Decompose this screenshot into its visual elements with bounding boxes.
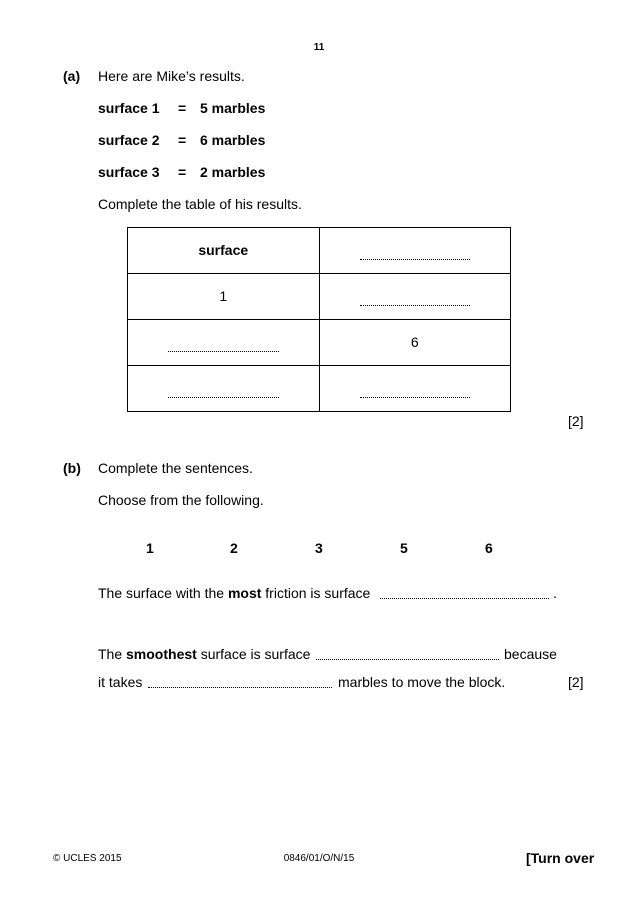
- option-3: 3: [315, 540, 323, 556]
- table-value: 1: [219, 288, 228, 304]
- table-row: [128, 274, 511, 320]
- part-a-intro: Here are Mike’s results.: [98, 68, 245, 84]
- table-header-surface: surface: [198, 242, 249, 258]
- part-a-instruction: Complete the table of his results.: [98, 196, 302, 212]
- part-b-label: (b): [63, 460, 81, 476]
- part-a-marks: [2]: [568, 413, 584, 429]
- results-table: [127, 227, 511, 412]
- table-value: 6: [410, 334, 419, 350]
- sentence-2: [98, 646, 310, 662]
- answer-line[interactable]: [360, 259, 471, 260]
- result-value: 2 marbles: [200, 164, 266, 180]
- sentence-period: .: [553, 585, 557, 601]
- sentence-text: The: [98, 646, 127, 662]
- table-cell: [319, 320, 511, 366]
- part-b-choose: Choose from the following.: [98, 492, 264, 508]
- sentence-1: [98, 585, 370, 601]
- sentence-bold-word: smoothest: [126, 646, 197, 662]
- sentence-because: because: [504, 646, 557, 662]
- option-1: 1: [146, 540, 154, 556]
- table-cell-answer[interactable]: [319, 228, 511, 274]
- answer-line-most-friction[interactable]: [380, 598, 549, 599]
- table-cell-answer[interactable]: [319, 366, 511, 412]
- part-b-instruction: Complete the sentences.: [98, 460, 253, 476]
- sentence-bold-word: most: [227, 585, 262, 601]
- sentence-3-start: it takes: [98, 674, 143, 690]
- result-row-2: [98, 132, 265, 150]
- sentence-text: friction is surface: [261, 585, 371, 601]
- result-row-1: [98, 100, 265, 118]
- table-cell-header: [128, 228, 320, 274]
- result-surface: surface 1: [98, 100, 160, 116]
- result-surface: surface 3: [98, 164, 160, 180]
- part-a-label: (a): [63, 68, 81, 84]
- result-row-3: [98, 164, 265, 182]
- option-5: 5: [400, 540, 408, 556]
- result-equals: =: [178, 164, 187, 180]
- table-row: [128, 228, 511, 274]
- table-cell: [128, 274, 320, 320]
- answer-line-marbles[interactable]: [148, 687, 332, 688]
- result-surface: surface 2: [98, 132, 160, 148]
- sentence-3-end: marbles to move the block.: [338, 674, 506, 690]
- sentence-text: surface is surface: [196, 646, 311, 662]
- footer-copyright: © UCLES 2015: [53, 853, 122, 864]
- turn-over: [Turn over: [526, 850, 595, 866]
- result-value: 5 marbles: [200, 100, 266, 116]
- footer-code: 0846/01/O/N/15: [283, 853, 355, 864]
- option-6: 6: [485, 540, 493, 556]
- table-cell-answer[interactable]: [319, 274, 511, 320]
- answer-line[interactable]: [168, 397, 279, 398]
- answer-line[interactable]: [360, 305, 471, 306]
- page-number: 11: [313, 42, 325, 53]
- result-equals: =: [178, 132, 187, 148]
- sentence-text: The surface with the: [98, 585, 228, 601]
- answer-line[interactable]: [360, 397, 471, 398]
- table-row: [128, 366, 511, 412]
- answer-line-smoothest[interactable]: [316, 659, 499, 660]
- option-2: 2: [230, 540, 238, 556]
- table-cell-answer[interactable]: [128, 320, 320, 366]
- answer-line[interactable]: [168, 351, 279, 352]
- result-value: 6 marbles: [200, 132, 266, 148]
- table-row: [128, 320, 511, 366]
- part-b-marks: [2]: [568, 674, 584, 690]
- result-equals: =: [178, 100, 187, 116]
- table-cell-answer[interactable]: [128, 366, 320, 412]
